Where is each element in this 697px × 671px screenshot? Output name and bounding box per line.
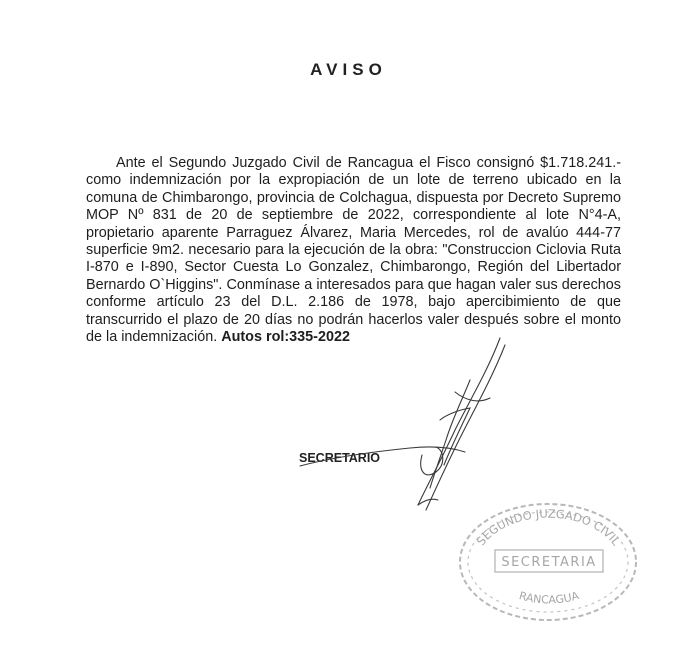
signature-label: SECRETARIO <box>299 451 381 465</box>
stamp-top-text: SEGUNDO JUZGADO CIVIL <box>473 506 624 549</box>
case-reference: Autos rol:335-2022 <box>221 329 350 346</box>
court-stamp <box>455 498 640 623</box>
stamp-center-text: SECRETARIA <box>501 555 597 570</box>
notice-text: Ante el Segundo Juzgado Civil de Rancagua el Fisco consignó $1.718.241.- como indemnización por la expropiación de un lote de terreno ubicado en la comuna de Chimbarongo, provincia de Colchagua, dispuesta por Decreto Supremo MOP Nº 831 de 20 de septiembre de 2022, correspondiente al lote N°4-A, propietario aparente Parraguez Álvarez, Maria Mercedes, rol de avalúo 444-77 superficie 9m2. necesario para la ejecución de la obra: "Construccion Ciclovia Ruta I-870 e I-890, Sector Cuesta Lo Gonzalez, Chimbarongo, Región del Libertador Bernardo O`Higgins". Conmínase a interesados para que hagan valer sus derechos conforme artículo 23 del D.L. 2.186 de 1978, bajo apercibimiento de que transcurrido el plazo de 20 días no podrán hacerlos valer después sobre el monto de la indemnización. <box>86 155 621 346</box>
page-title: AVISO <box>310 60 387 79</box>
notice-body <box>86 155 621 346</box>
stamp-bottom-text: RANCAGUA <box>517 589 581 607</box>
